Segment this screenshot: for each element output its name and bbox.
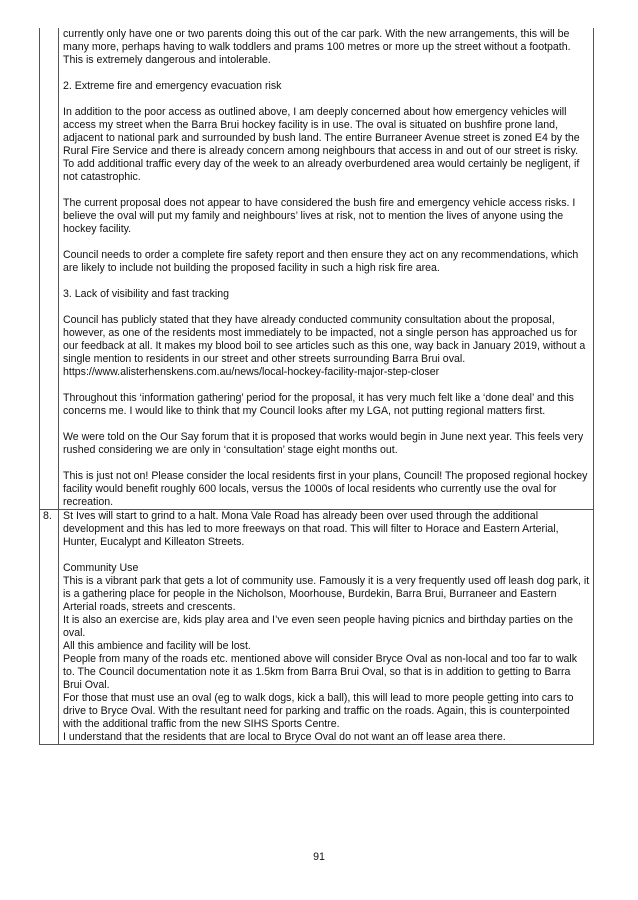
paragraph: This is just not on! Please consider the local residents first in your plans, Council! The proposed regional hockey facility would benefit roughly 600 locals, versus the 1000s of local residents who currently use the oval for recreation. xyxy=(63,470,588,508)
paragraph: St Ives will start to grind to a halt. Mona Vale Road has already been over used through the additional development and this has led to more freeways on that road. This will filter to Horace and Eastern Arterial, Hunter, Eucalypt and Killeaton Streets. xyxy=(63,510,559,548)
paragraph: Council has publicly stated that they have already conducted community consultation about the proposal, however, as one of the residents most immediately to be impacted, not a single person has approached us for our feedback at all. It makes my blood boil to see articles such as this one, way back in January 2019, without a single mention to residents in our street and other streets surrounding Barra Brui oval. https://www.alisterhenskens.com.au/news/local-hockey-facility-major-step-closer xyxy=(63,314,586,378)
paragraph: It is also an exercise are, kids play area and I’ve even seen people having picnics and birthday parties on the oval. xyxy=(63,614,573,639)
paragraph: All this ambience and facility will be lost. xyxy=(63,640,251,652)
paragraph: The current proposal does not appear to have considered the bush fire and emergency vehicle access risks. I believe the oval will put my family and neighbours’ lives at risk, not to mention the lives of anyone using the hockey facility. xyxy=(63,197,576,235)
section-heading: 2. Extreme fire and emergency evacuation risk xyxy=(63,80,282,92)
paragraph: For those that must use an oval (eg to walk dogs, kick a ball), this will lead to more people getting into cars to drive to Bryce Oval. With the resultant need for parking and traffic on the roads. Again, this is counterpointed with the additional traffic from the new SIHS Sports Centre. xyxy=(63,692,574,730)
paragraph: Throughout this ‘information gathering’ period for the proposal, it has very much felt like a ‘done deal’ and this concerns me. I would like to think that my Council looks after my LGA, not putting regional matters first. xyxy=(63,392,574,417)
paragraph: In addition to the poor access as outlined above, I am deeply concerned about how emergency vehicles will access my street when the Barra Brui hockey facility is in use. The oval is situated on bushfire prone land, adjacent to national park and surrounded by bush land. The entire Burraneer Avenue street is zoned E4 by the Rural Fire Service and there is already concern among neighbours that access in and out of our street is risky. To add additional traffic every day of the week to an already overburdened area would certainly be negligent, if not catastrophic. xyxy=(63,106,580,183)
paragraph: This is a vibrant park that gets a lot of community use. Famously it is a very frequently used off leash dog park, it is a gathering place for people in the Nicholson, Moorhouse, Burdekin, Barra Brui, Burraneer and Eastern Arterial roads, streets and crescents. xyxy=(63,575,590,613)
paragraph: We were told on the Our Say forum that it is proposed that works would begin in June next year. This feels very rushed considering we are only in ‘consultation’ stage eight months out. xyxy=(63,431,584,456)
submission-text-cell xyxy=(59,28,593,509)
submission-row-8 xyxy=(40,509,593,744)
submission-table xyxy=(39,28,594,745)
paragraph: Council needs to order a complete fire safety report and then ensure they act on any recommendations, which are likely to include not building the proposed facility in such a high risk fire area. xyxy=(63,249,579,274)
paragraph: People from many of the roads etc. mentioned above will consider Bryce Oval as non-local and too far to walk to. The Council documentation note it as 1.5km from Barra Brui Oval, so that is in addition to getting to Barra Brui Oval. xyxy=(63,653,578,691)
submission-text-cell xyxy=(59,510,593,744)
section-heading: 3. Lack of visibility and fast tracking xyxy=(63,288,230,300)
submission-row-7 xyxy=(40,28,593,509)
page-number: 91 xyxy=(313,851,325,863)
section-heading: Community Use xyxy=(63,562,139,574)
row-number: 8. xyxy=(40,510,59,744)
paragraph: I understand that the residents that are local to Bryce Oval do not want an off lease area there. xyxy=(63,731,506,743)
paragraph: currently only have one or two parents doing this out of the car park. With the new arrangements, this will be many more, perhaps having to walk toddlers and prams 100 metres or more up the street without a footpath. This is extremely dangerous and intolerable. xyxy=(63,28,571,66)
row-number-cell xyxy=(40,28,59,509)
